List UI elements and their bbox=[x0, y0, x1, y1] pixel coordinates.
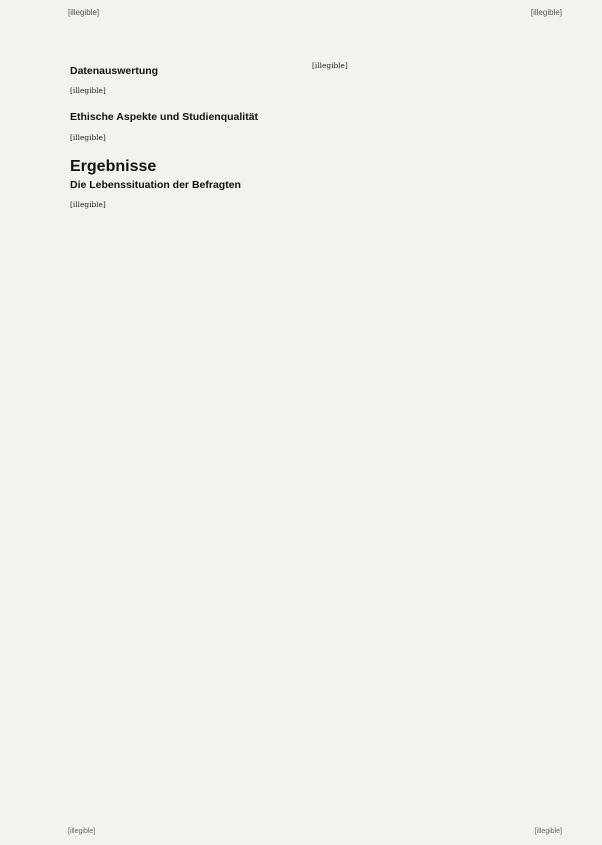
footer-left: [illegible] bbox=[68, 828, 96, 835]
running-title: [illegible] bbox=[530, 8, 562, 17]
right-column bbox=[312, 60, 558, 71]
section-heading-living-situation: Die Lebenssituation der Befragten bbox=[70, 179, 241, 192]
footer-right: [illegible] bbox=[534, 828, 562, 835]
paragraph-ethics: [illegible] bbox=[70, 132, 106, 142]
footer bbox=[68, 828, 562, 835]
paragraph-living-situation: [illegible] bbox=[70, 200, 106, 210]
section-heading-data-analysis: Datenauswertung bbox=[70, 65, 159, 77]
page-number: [illegible] bbox=[68, 8, 100, 17]
section-heading-results: Ergebnisse bbox=[70, 157, 157, 175]
section-heading-ethics: Ethische Aspekte und Studienqualität bbox=[70, 111, 259, 124]
left-column bbox=[70, 66, 316, 210]
paragraph-right-column: [illegible] bbox=[312, 61, 348, 70]
paragraph-data-analysis: [illegible] bbox=[70, 86, 106, 96]
running-head bbox=[68, 8, 562, 17]
